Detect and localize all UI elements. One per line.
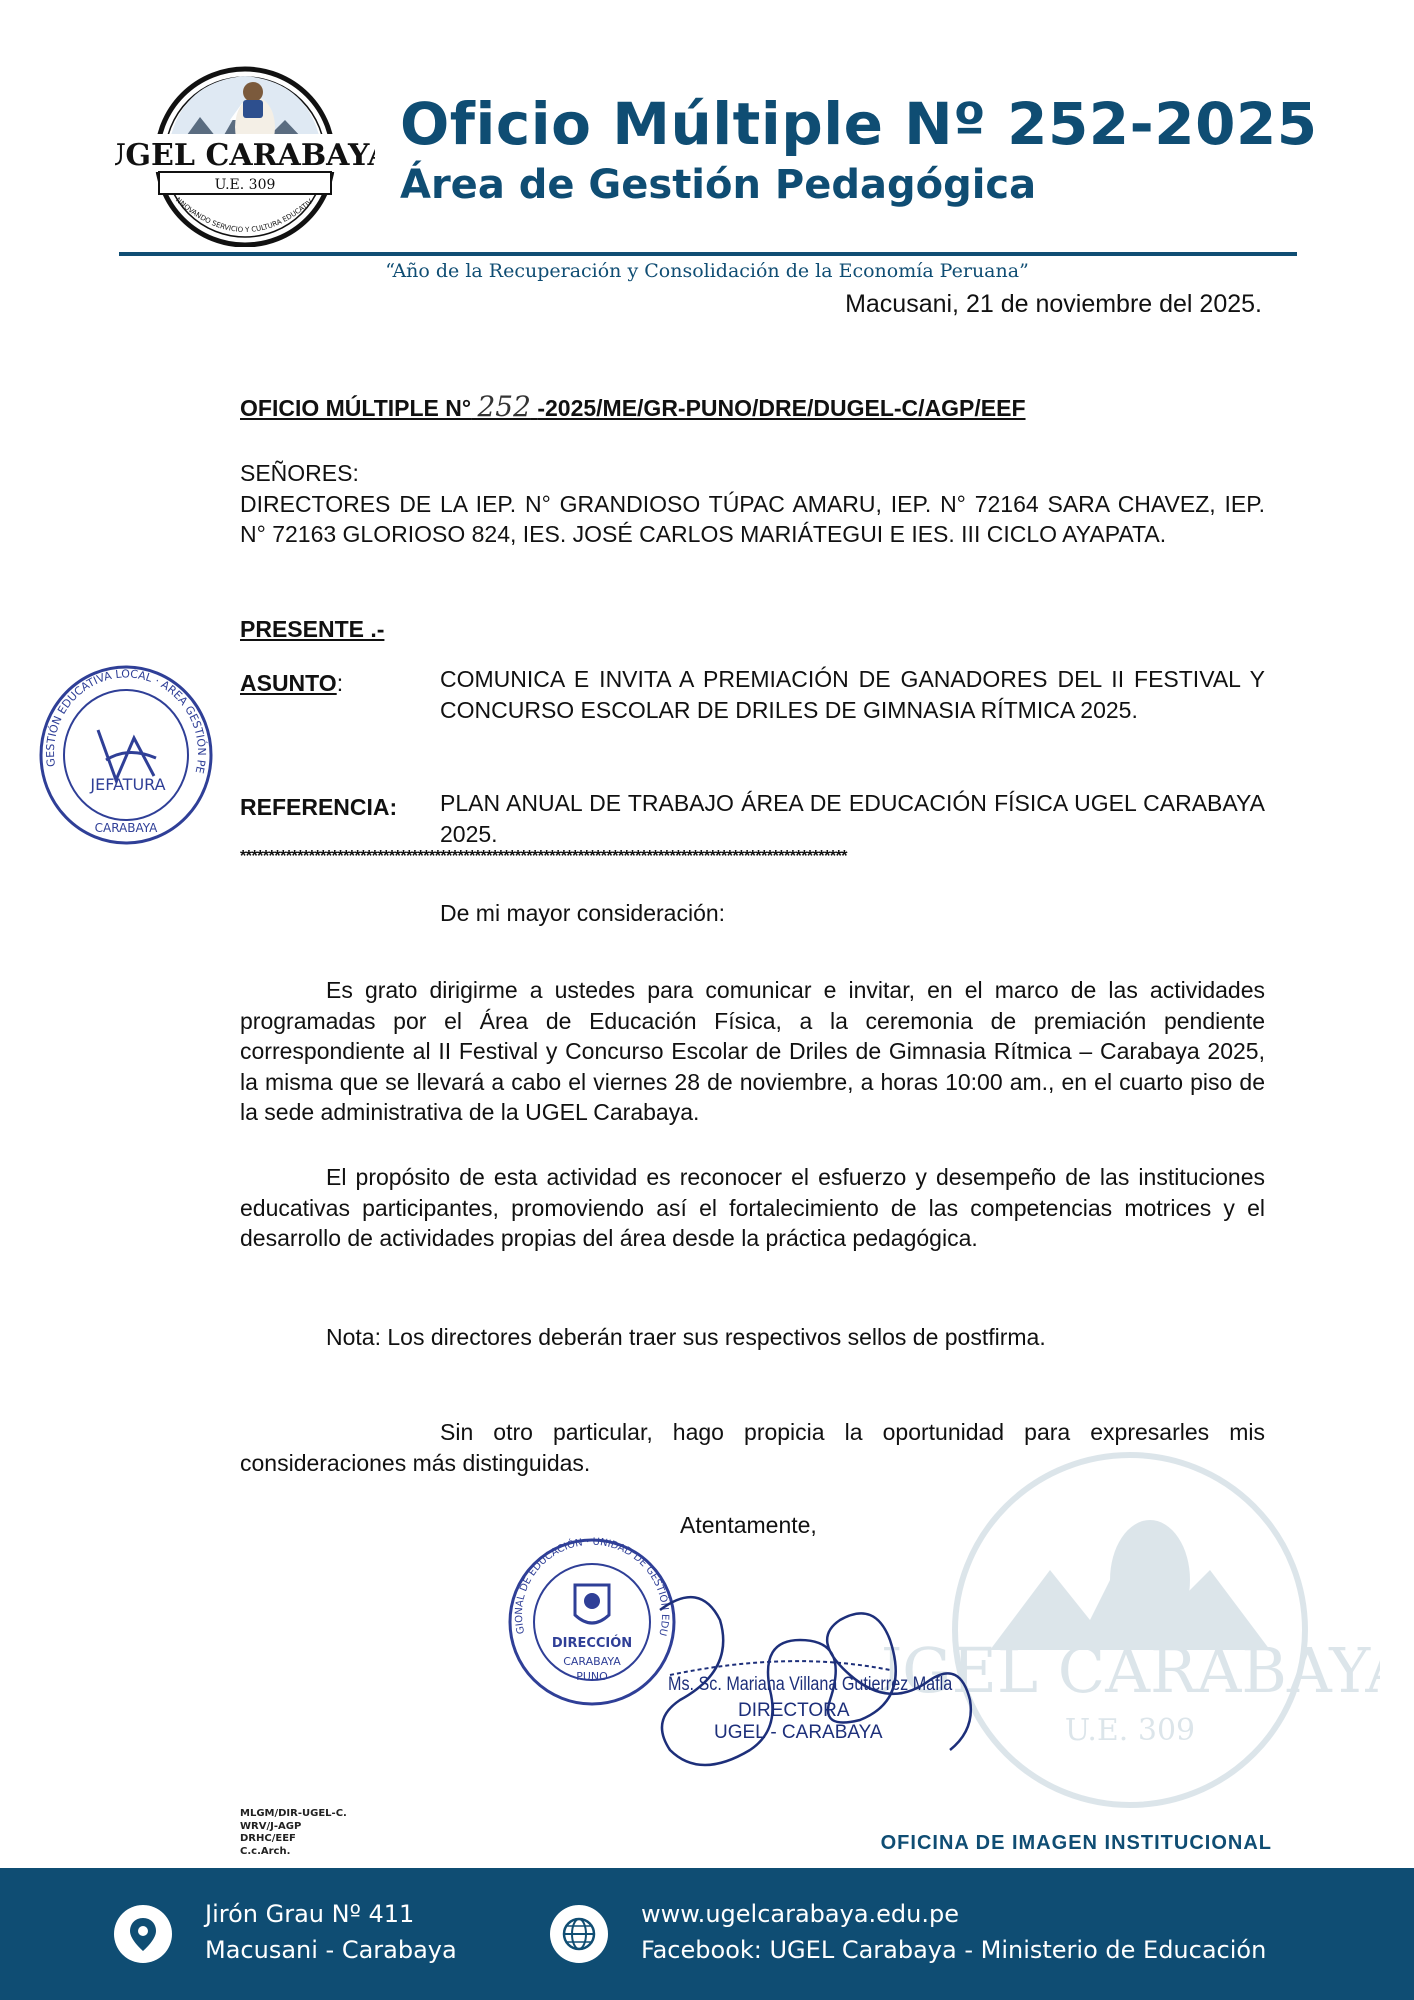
watermark-unit: U.E. 309 [1064, 1713, 1196, 1748]
sign-off: Atentamente, [680, 1512, 817, 1538]
office-label: OFICINA DE IMAGEN INSTITUCIONAL [880, 1832, 1272, 1854]
presente-label: PRESENTE .- [240, 616, 385, 642]
paragraph-2: El propósito de esta actividad es reconocer el esfuerzo y desempeño de las instituciones educativas participantes, promoviendo así el fortalecimiento de las competencias motrices y el desarrollo de actividades propias del área desde la práctica pedagógica. [240, 1164, 1265, 1252]
direccion-stamp-center: DIRECCIÓN [551, 1636, 633, 1651]
page-title: Oficio Múltiple Nº 252-2025 [400, 90, 1318, 158]
direccion-stamp-ring: GIONAL DE EDUCACIÓN · UNIDAD DE GESTIÓN EDU [513, 1536, 671, 1637]
footer-address [205, 1896, 457, 1968]
footer-facebook-link[interactable]: Facebook: UGEL Carabaya - Ministerio de Educación [641, 1936, 1267, 1964]
logo-tagline: NNOVANDO SERVICIO Y CULTURA EDUCATIV [173, 195, 314, 235]
jefatura-stamp-ring: GESTIÓN EDUCATIVA LOCAL · AREA GESTIÓN PE [43, 667, 209, 775]
logo-unit: U.E. 309 [214, 177, 276, 193]
signatory-unit: UGEL - CARABAYA [714, 1722, 883, 1743]
location-pin-icon [114, 1905, 172, 1963]
footer-address-line-2: Macusani - Carabaya [205, 1936, 457, 1964]
oficio-prefix: OFICIO MÚLTIPLE N° [240, 395, 472, 421]
direccion-stamp-region: PUNO [576, 1670, 608, 1683]
footer [0, 1868, 1414, 2000]
page-subtitle: Área de Gestión Pedagógica [400, 162, 1037, 208]
svg-text:UNIDAD DE GESTIÓN EDUCATIVA LO [36, 660, 208, 775]
initials-line-1: MLGM/DIR-UGEL-C. [240, 1808, 347, 1819]
separator-line: ********************************************************************************************************** [240, 848, 848, 865]
closing-paragraph: Sin otro particular, hago propicia la oportunidad para expresarles mis consideraciones más distinguidas. [240, 1419, 1265, 1476]
addressee-title: SEÑORES: [240, 460, 359, 486]
signatory-name: Ms. Sc. Mariana Villana Gutierrez Mafla [668, 1674, 953, 1695]
watermark-text: GEL CARABAYA [902, 1634, 1380, 1707]
asunto-colon: : [336, 670, 344, 696]
ugel-carabaya-logo [115, 62, 375, 247]
initials-line-3: DRHC/EEF [240, 1833, 296, 1844]
asunto-text: COMUNICA E INVITA A PREMIACIÓN DE GANADORES DEL II FESTIVAL Y CONCURSO ESCOLAR DE DRILES DE GIMNASIA RÍTMICA 2025. [440, 666, 1265, 723]
referencia-label: REFERENCIA: [240, 794, 398, 820]
footer-website-link[interactable]: www.ugelcarabaya.edu.pe [641, 1900, 959, 1928]
asunto-label-group [240, 670, 343, 697]
oficio-code [240, 390, 1026, 423]
initials-line-4: C.c.Arch. [240, 1845, 291, 1857]
addressee-block [240, 458, 1265, 550]
paragraph-1: Es grato dirigirme a ustedes para comunicar e invitar, en el marco de las actividades programadas por el Área de Educación Física, a la ceremonia de premiación pendiente correspondiente al II Festival y Concurso Escolar de Driles de Gimnasia Rítmica – Carabaya 2025, la misma que se llevará a cabo el viernes 28 de noviembre, a horas 10:00 am., en el cuarto piso de la sede administrativa de la UGEL Carabaya. [240, 977, 1265, 1126]
footer-contact [641, 1896, 1266, 1968]
jefatura-stamp [36, 660, 216, 850]
header-divider [119, 252, 1297, 256]
oficio-suffix: -2025/ME/GR-PUNO/DRE/DUGEL-C/AGP/EEF [537, 395, 1026, 421]
initials-line-2: WRV/J-AGP [240, 1820, 302, 1832]
footer-address-line-1: Jirón Grau Nº 411 [205, 1900, 415, 1928]
referencia-text: PLAN ANUAL DE TRABAJO ÁREA DE EDUCACIÓN FÍSICA UGEL CARABAYA 2025. [440, 790, 1265, 847]
jefatura-stamp-center: JEFATURA [90, 775, 166, 794]
logo-text: GEL CARABAYA [125, 138, 375, 173]
greeting: De mi mayor consideración: [440, 900, 726, 926]
year-motto: “Año de la Recuperación y Consolidación de la Economía Peruana” [385, 260, 1029, 282]
signatory-role: DIRECTORA [738, 1700, 850, 1721]
reference-initials [240, 1808, 347, 1858]
note: Nota: Los directores deberán traer sus respectivos sellos de postfirma. [326, 1324, 1046, 1350]
oficio-number: 252 [477, 390, 531, 423]
globe-icon [550, 1905, 608, 1963]
place-date: Macusani, 21 de noviembre del 2025. [845, 290, 1262, 318]
direccion-stamp-city: CARABAYA [563, 1655, 621, 1668]
jefatura-stamp-bottom: CARABAYA [94, 821, 158, 835]
addressee-text: DIRECTORES DE LA IEP. N° GRANDIOSO TÚPAC AMARU, IEP. N° 72164 SARA CHAVEZ, IEP. N° 72163 GLORIOSO 824, IES. JOSÉ CARLOS MARIÁTEGUI E IES. III CICLO AYAPATA. [240, 490, 1265, 548]
asunto-label: ASUNTO [240, 670, 337, 696]
